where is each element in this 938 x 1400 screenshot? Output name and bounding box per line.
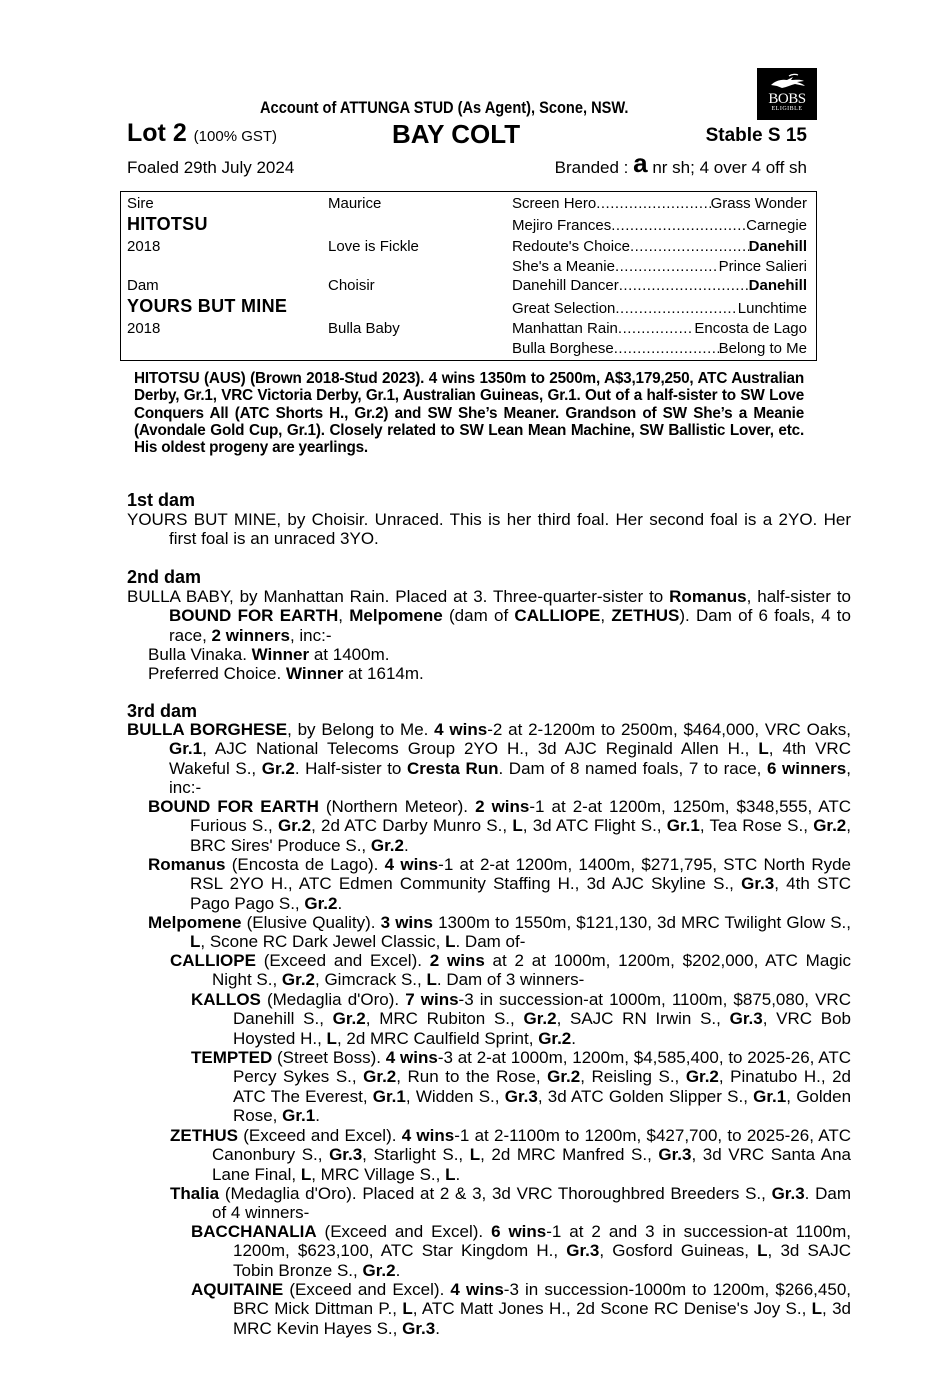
emphasis-text: TEMPTED [191,1048,273,1067]
body-text: (Exceed and Excel). [238,1126,402,1145]
body-text: . Dam of 3 winners- [436,970,585,990]
emphasis-text: L [445,932,456,952]
ancestor-row [512,238,807,255]
body-text: . [315,1105,320,1125]
produce-entry [191,990,851,1048]
body-text: at 2 at 1000m, 1200m, $202,000, ATC Magic Night S., [212,951,851,990]
sire-label: Sire [127,195,154,212]
emphasis-text: BACCHANALIA [191,1222,317,1241]
body-text: (dam of [442,606,515,626]
body-text: (Medaglia d'Oro). [260,990,406,1009]
body-text: , ATC Matt Jones H., 2d Scone RC Denise's Joy S., [412,1299,812,1319]
dam-name: YOURS BUT MINE [127,296,288,316]
emphasis-text: Gr.3 [729,1009,763,1029]
first-dam-heading: 1st dam [127,490,196,510]
body-text: -1 at 2-at 1200m, 1400m, $271,795, STC North Ryde RSL 2YO H., ATC Edmen Community Staffing H., 3d AJC Skyline S., [190,855,852,894]
body-text: (Northern Meteor). [318,797,476,816]
emphasis-text: 4 wins [401,1126,455,1145]
emphasis-text: Melpomene [349,606,443,626]
emphasis-text: Gr.2 [523,1009,557,1029]
ancestor-sire: Danehill [748,277,807,294]
body-text: . Half-sister to [294,758,407,778]
body-text: at 1400m. [309,645,390,664]
ancestor-name: Manhattan Rain [512,320,618,337]
emphasis-text: L [758,739,769,759]
emphasis-text: 6 wins [491,1222,547,1241]
lot-number [127,119,277,148]
leader-dots [614,340,719,357]
emphasis-text: Gr.3 [771,1184,805,1203]
leader-dots [618,320,695,337]
body-text: , Scone RC Dark Jewel Classic, [200,932,446,952]
body-text: . [435,1318,440,1338]
horse-head-icon [767,73,807,91]
ancestor-row [512,277,807,294]
brand-mark-icon: a [633,148,648,178]
emphasis-text: 4 wins [434,720,488,739]
dam-year: 2018 [127,320,161,337]
logo-text: BOBS [768,91,806,107]
body-text: , Golden Rose, [233,1086,852,1125]
emphasis-text: L [512,816,523,836]
body-text: , Pinatubo H., 2d ATC The Everest, [233,1067,852,1106]
emphasis-text: Gr.2 [277,816,312,836]
emphasis-text: Gr.1 [282,1105,316,1125]
emphasis-text: Gr.2 [332,1009,366,1029]
emphasis-text: 2 wins [475,797,530,816]
emphasis-text: CALLIOPE [170,951,256,970]
grandsire-paternal: Maurice [328,195,382,212]
emphasis-text: L [402,1299,413,1319]
emphasis-text: Romanus [148,855,226,874]
emphasis-text: 6 winners [766,758,847,778]
body-text: -1 at 2 and 3 in succession-at 1100m, 1200m, $623,100, ATC Star Kingdom H., [233,1222,851,1261]
bobs-eligible-logo [757,68,817,120]
body-text: , 2d MRC Manfred S., [480,1145,659,1165]
emphasis-text: L [469,1145,481,1165]
body-text: Preferred Choice. [148,664,286,683]
grandsire-maternal: Choisir [328,277,375,294]
granddam-maternal: Bulla Baby [328,320,400,337]
body-text: , Run to the Rose, [396,1067,548,1087]
produce-entry [127,720,851,797]
body-text: . [395,1260,401,1280]
body-text: , 2d ATC Darby Munro S., [311,816,513,836]
body-text: (Exceed and Excel). [255,951,430,970]
body-text: -3 at 2-at 1000m, 1200m, $4,585,400, to 2025-26, ATC Percy Sykes S., [233,1048,851,1087]
ancestor-name: Mejiro Frances [512,217,612,234]
emphasis-text: BOUND FOR EARTH [148,797,319,816]
body-text: -2 at 2-1200m to 2500m, $464,000, VRC Oaks, [487,720,851,739]
ancestor-sire: Danehill [748,238,807,255]
first-dam-text: YOURS BUT MINE, by Choisir. Unraced. This is her third foal. Her second foal is a 2YO. Her first foal is an unraced 3YO. [127,510,851,549]
produce-entry [170,1184,851,1223]
ancestor-row [512,300,807,317]
emphasis-text: Gr.1 [753,1086,787,1106]
body-text: , SAJC RN Irwin S., [556,1009,730,1029]
second-dam-text [127,587,851,645]
body-text: -1 at 2-1100m to 1200m, $427,700, to 2025-26, ATC Canonbury S., [212,1126,851,1165]
branded-detail: nr sh; 4 over 4 off sh [652,158,807,177]
sire-year: 2018 [127,238,161,255]
body-text: , Gimcrack S., [315,970,427,990]
emphasis-text: Gr.3 [658,1145,692,1165]
foaling-info [127,148,807,182]
logo-subtext: ELIGIBLE [771,106,803,112]
body-text: , 3d ATC Golden Slipper S., [537,1086,754,1106]
emphasis-text: ZETHUS [611,606,680,626]
body-text: (Encosta de Lago). [225,855,385,874]
body-text: . Dam of 4 winners- [212,1184,851,1223]
body-text: 1300m to 1550m, $121,130, 3d MRC Twilight Glow S., [432,913,851,932]
body-text: , 4th STC Pago Pago S., [190,874,851,913]
emphasis-text: Gr.3 [402,1318,436,1338]
emphasis-text: Gr.1 [666,816,700,836]
produce-entry [148,797,851,855]
body-text: . [337,893,343,913]
emphasis-text: 2 wins [429,951,485,970]
progeny-entry [148,664,808,683]
emphasis-text: Winner [285,664,344,683]
body-text: -3 in succession-at 1000m, 1100m, $875,080, VRC Danehill S., [233,990,851,1029]
ancestor-row [512,195,807,212]
body-text: . [403,835,409,855]
foaled-date: Foaled 29th July 2024 [127,158,295,177]
body-text: Bulla Vinaka. [148,645,252,664]
emphasis-text: Gr.2 [813,816,847,836]
lot-label: Lot 2 [127,119,187,147]
ancestor-name: She's a Meanie [512,258,615,275]
ancestor-sire: Carnegie [746,217,807,234]
ancestor-name: Bulla Borghese [512,340,614,357]
stable-number: Stable S 15 [705,125,807,146]
ancestor-row [512,217,807,234]
produce-entry [191,1048,851,1125]
ancestor-name: Great Selection [512,300,616,317]
emphasis-text: CALLIOPE [514,606,601,626]
branded-label: Branded : [554,158,629,177]
body-text: , [600,606,612,626]
emphasis-text: Gr.2 [304,893,338,913]
ancestor-row [512,340,807,357]
emphasis-text: BULLA BORGHESE [127,720,288,739]
emphasis-text: Gr.2 [547,1067,581,1087]
body-text: BULLA BABY, by Manhattan Rain. Placed at 3. Three-quarter-sister to [127,587,670,606]
body-text: (Medaglia d'Oro). Placed at 2 & 3, 3d VRC Thoroughbred Breeders S., [219,1184,772,1203]
emphasis-text: 4 wins [384,855,439,874]
ancestor-sire: Encosta de Lago [694,320,807,337]
ancestor-name: Danehill Dancer [512,277,619,294]
body-text: , 4th VRC Wakeful S., [169,739,851,778]
emphasis-text: L [757,1241,768,1261]
body-text: , 3d MRC Kevin Hayes S., [233,1299,852,1338]
body-text: , inc:- [169,758,851,797]
emphasis-text: Romanus [669,587,747,606]
body-text: . Dam of 8 named foals, 7 to race, [498,758,767,778]
leader-dots [630,238,749,255]
emphasis-text: Gr.2 [685,1067,719,1087]
body-text: , 3d ATC Flight S., [522,816,667,836]
pedigree-table [120,191,817,361]
body-text: , Reisling S., [580,1067,686,1087]
body-text: . Dam of- [455,932,526,952]
body-text: -1 at 2-at 1200m, 1250m, $348,555, ATC Furious S., [190,797,852,836]
sire-notes: HITOTSU (AUS) (Brown 2018-Stud 2023). 4 wins 1350m to 2500m, A$3,179,250, ATC Australian Derby, Gr.1, VRC Victoria Derby, Gr.1, Australian Guineas, Gr.1. Out of a half-sister to SW Love Conquers All (ATC Shorts H., Gr.2) and SW She’s Meaner. Grandson of SW She’s a Meanie (Avondale Gold Cup, Gr.1). Closely related to SW Lean Mean Machine, SW Ballistic Lover, etc. His oldest progeny are yearlings. [134,370,804,457]
produce-entry [170,951,851,990]
emphasis-text: Gr.2 [363,1067,397,1087]
ancestor-sire: Belong to Me [718,340,807,357]
emphasis-text: Gr.3 [504,1086,538,1106]
leader-dots [615,300,737,317]
body-text: , BRC Sires' Produce S., [190,816,852,855]
horse-description: BAY COLT [392,119,521,149]
body-text: , 3d SAJC Tobin Bronze S., [233,1241,851,1280]
second-dam-heading: 2nd dam [127,567,202,587]
emphasis-text: Melpomene [148,913,242,932]
emphasis-text: L [326,1028,337,1048]
produce-entry [191,1222,851,1280]
emphasis-text: Gr.1 [372,1086,406,1106]
emphasis-text: Gr.3 [329,1145,363,1165]
ancestor-name: Screen Hero [512,195,597,212]
ancestor-sire: Grass Wonder [710,195,807,212]
emphasis-text: KALLOS [191,990,261,1009]
emphasis-text: Gr.2 [281,970,316,990]
emphasis-text: L [445,1164,456,1184]
ancestor-sire: Lunchtime [737,300,807,317]
leader-dots [596,195,710,212]
body-text: -3 in succession-1000m to 1200m, $266,450, BRC Mick Dittman P., [233,1280,851,1319]
produce-entry [170,1126,851,1184]
emphasis-text: L [426,970,437,990]
emphasis-text: AQUITAINE [191,1280,284,1299]
body-text: , Tea Rose S., [699,816,814,836]
body-text: , by Belong to Me. [287,720,435,739]
emphasis-text: L [811,1299,823,1319]
lot-header [127,119,807,151]
brand-info [554,148,807,178]
body-text: , MRC Rubiton S., [365,1009,524,1029]
produce-entry [148,855,851,913]
body-text: . [455,1164,461,1184]
body-text: , 3d VRC Santa Ana Lane Final, [212,1145,851,1184]
body-text: ). Dam of 6 foals, 4 to race, [169,606,851,645]
emphasis-text: 7 wins [405,990,459,1009]
emphasis-text: L [300,1164,312,1184]
leader-dots [611,217,746,234]
body-text: . [571,1028,577,1048]
emphasis-text: Winner [251,645,310,664]
body-text: , Widden S., [405,1086,505,1106]
sire-name: HITOTSU [127,214,208,234]
produce-entry [148,913,851,952]
emphasis-text: 4 wins [385,1048,438,1067]
body-text: (Exceed and Excel). [283,1280,451,1299]
body-text: , MRC Village S., [311,1164,446,1184]
emphasis-text: 3 wins [380,913,433,932]
emphasis-text: BOUND FOR EARTH [169,606,339,626]
ancestor-sire: Prince Salieri [718,258,807,275]
body-text: (Street Boss). [272,1048,386,1067]
progeny-entry [148,645,808,664]
emphasis-text: Gr.3 [741,874,775,894]
body-text: at 1614m. [343,664,424,683]
dam-label: Dam [127,277,159,294]
emphasis-text: Gr.2 [362,1260,396,1280]
ancestor-row [512,258,807,275]
vendor-account: Account of ATTUNGA STUD (As Agent), Scone, NSW. [260,98,629,117]
emphasis-text: Gr.2 [261,758,295,778]
leader-dots [615,258,719,275]
body-text: (Elusive Quality). [241,913,381,932]
body-text: , VRC Bob Hoysted H., [233,1009,851,1048]
emphasis-text: Gr.3 [566,1241,600,1261]
body-text: (Exceed and Excel). [316,1222,492,1241]
body-text: , 2d MRC Caulfield Sprint, [336,1028,539,1048]
body-text: , Starlight S., [362,1145,470,1165]
leader-dots [619,277,749,294]
body-text: , inc:- [289,625,332,645]
emphasis-text: 4 wins [450,1280,504,1299]
produce-entry [191,1280,851,1338]
emphasis-text: Gr.1 [169,739,203,759]
body-text: , Gosford Guineas, [599,1241,758,1261]
emphasis-text: 2 winners [211,625,290,645]
third-dam-heading: 3rd dam [127,701,198,721]
ancestor-name: Redoute's Choice [512,238,630,255]
body-text: , [338,606,350,626]
body-text: , half-sister to [746,587,851,606]
ancestor-row [512,320,807,337]
emphasis-text: Cresta Run [406,758,499,778]
emphasis-text: Gr.2 [538,1028,572,1048]
emphasis-text: Thalia [170,1184,220,1203]
emphasis-text: Gr.2 [370,835,404,855]
emphasis-text: L [190,932,201,952]
emphasis-text: ZETHUS [170,1126,238,1145]
gst-note: (100% GST) [193,128,278,145]
body-text: , AJC National Telecoms Group 2YO H., 3d AJC Reginald Allen H., [202,739,759,759]
granddam-paternal: Love is Fickle [328,238,419,255]
